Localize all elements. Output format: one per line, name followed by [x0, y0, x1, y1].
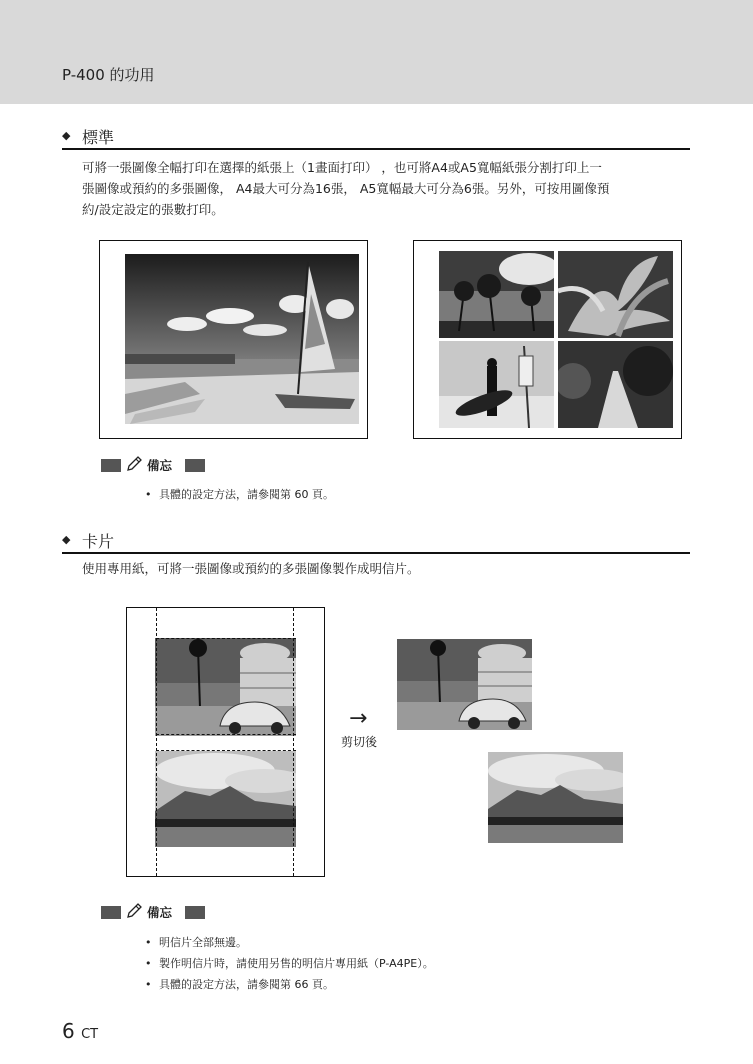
memo-item: • 明信片全部無邊。: [145, 932, 434, 953]
header-band: [0, 0, 753, 104]
after-cut-label: 剪切後: [341, 735, 378, 749]
cut-line-top-2: [156, 750, 296, 751]
garden-path-photo: [558, 341, 673, 428]
right-arrow-icon: →: [349, 706, 368, 731]
memo-item: • 具體的設定方法，請參閱第 66 頁。: [145, 974, 434, 995]
card-memo-list: [145, 932, 434, 995]
cut-line-bottom-1: [156, 734, 296, 735]
surfer-photo: [439, 341, 554, 428]
memo-bar: [101, 906, 121, 919]
page-header-title: P-400 的功用: [62, 66, 155, 84]
memo-label: 備忘: [147, 458, 173, 473]
memo-label: 備忘: [147, 905, 173, 920]
single-image-print-example: [99, 240, 368, 439]
mountain-lake-photo: [155, 751, 296, 847]
beach-sailboat-photo: [125, 254, 359, 424]
page-number: [62, 1019, 98, 1043]
standard-memo-list: [145, 484, 334, 505]
postcard-layout-example: [126, 607, 325, 877]
desc-line: 張圖像或預約的多張圖像， A4最大可分為16張， A5寬幅最大可分為6張。另外，可按用圖像預: [82, 181, 610, 196]
card-description: 使用專用紙，可將一張圖像或預約的多張圖像製作成明信片。: [82, 561, 420, 576]
cut-line-top-1: [156, 638, 296, 639]
standard-description: [82, 157, 692, 220]
memo-bar: [185, 906, 205, 919]
section-heading-standard: [62, 124, 690, 150]
memo-heading: [101, 905, 211, 919]
cut-line-left: [156, 608, 157, 876]
section-title: 標準: [82, 128, 115, 147]
desc-line: 約/設定設定的張數打印。: [82, 202, 224, 217]
mountain-lake-photo-cut: [488, 752, 623, 843]
memo-bar: [101, 459, 121, 472]
street-car-photo: [155, 638, 296, 736]
diamond-bullet-icon: ◆: [62, 533, 71, 546]
memo-item: • 具體的設定方法，請參閱第 60 頁。: [145, 484, 334, 505]
memo-heading: [101, 458, 211, 472]
tropical-plant-photo: [558, 251, 673, 338]
desc-line: 可將一張圖像全幅打印在選擇的紙張上（1畫面打印） ，也可將A4或A5寬幅紙張分割打印上一: [82, 160, 602, 175]
memo-item: • 製作明信片時，請使用另售的明信片專用紙（P-A4PE）。: [145, 953, 434, 974]
cut-line-right: [293, 608, 294, 876]
memo-bar: [185, 459, 205, 472]
four-image-print-example: [413, 240, 682, 439]
page-number-suffix: CT: [81, 1027, 99, 1042]
pencil-icon: [125, 455, 143, 473]
section-heading-card: [62, 528, 690, 554]
pencil-icon: [125, 902, 143, 920]
diamond-bullet-icon: ◆: [62, 129, 71, 142]
section-title: 卡片: [82, 532, 115, 551]
palm-trees-photo: [439, 251, 554, 338]
street-car-photo-cut: [397, 639, 532, 730]
page-number-value: 6: [62, 1019, 75, 1043]
